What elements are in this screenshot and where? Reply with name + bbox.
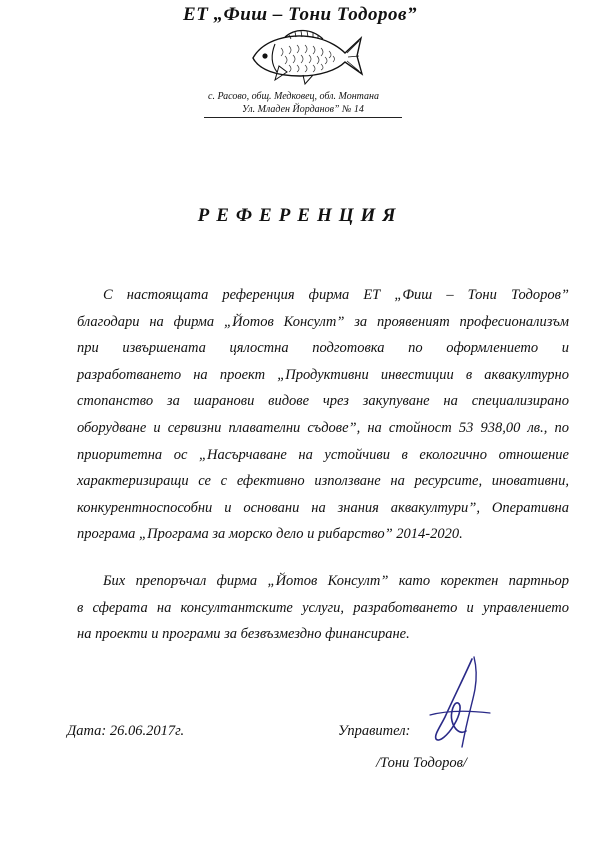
manager-label: Управител: bbox=[338, 723, 411, 739]
text-line: в сферата на консултантските услуги, разработването и управлението bbox=[77, 599, 569, 616]
company-name: ЕТ „Фиш – Тони Тодоров” bbox=[183, 4, 417, 25]
document-title: РЕФЕРЕНЦИЯ bbox=[197, 205, 403, 226]
text-line: С настоящата референция фирма ЕТ „Фиш – Тони Тодоров” bbox=[103, 287, 569, 303]
text-line: приоритетна ос „Насърчаване на устойчиви в екологично отношение bbox=[77, 446, 569, 463]
date-label: Дата: 26.06.2017г. bbox=[67, 723, 185, 739]
paragraph-2 bbox=[77, 568, 569, 648]
header-divider bbox=[204, 117, 402, 118]
address-line-1: с. Расово, общ. Медковец, обл. Монтана bbox=[208, 91, 379, 102]
text-line: на проекти и програми за безвъзмездно финансиране. bbox=[77, 626, 410, 643]
text-line: стопанство за шаранови видове чрез закупуване на специализирано bbox=[77, 393, 569, 410]
text-line: програма „Програма за морско дело и рибарство” 2014-2020. bbox=[77, 526, 463, 543]
signature-icon bbox=[410, 655, 500, 750]
manager-name: /Тони Тодоров/ bbox=[376, 755, 467, 771]
address-line-2: Ул. Младен Йорданов” № 14 bbox=[242, 104, 364, 115]
text-line: благодари на фирма „Йотов Консулт” за проявеният професионализъм bbox=[77, 313, 569, 330]
fish-icon bbox=[245, 26, 365, 86]
text-line: конкурентноспособни и основани на знания аквакултури”, Оперативна bbox=[77, 499, 569, 516]
text-line: при извършената цялостна подготовка по оформлението и bbox=[77, 340, 569, 357]
text-line: Бих препоръчал фирма „Йотов Консулт” като коректен партньор bbox=[103, 573, 569, 589]
text-line: характеризиращи се с ефективно използване на ресурсите, иновативни, bbox=[77, 473, 569, 490]
text-line: разработването на проект „Продуктивни инвестиции в аквакултурно bbox=[77, 366, 569, 383]
paragraph-1 bbox=[77, 282, 569, 548]
text-line: оборудване и сервизни плавателни съдове”, на стойност 53 938,00 лв., по bbox=[77, 419, 569, 436]
